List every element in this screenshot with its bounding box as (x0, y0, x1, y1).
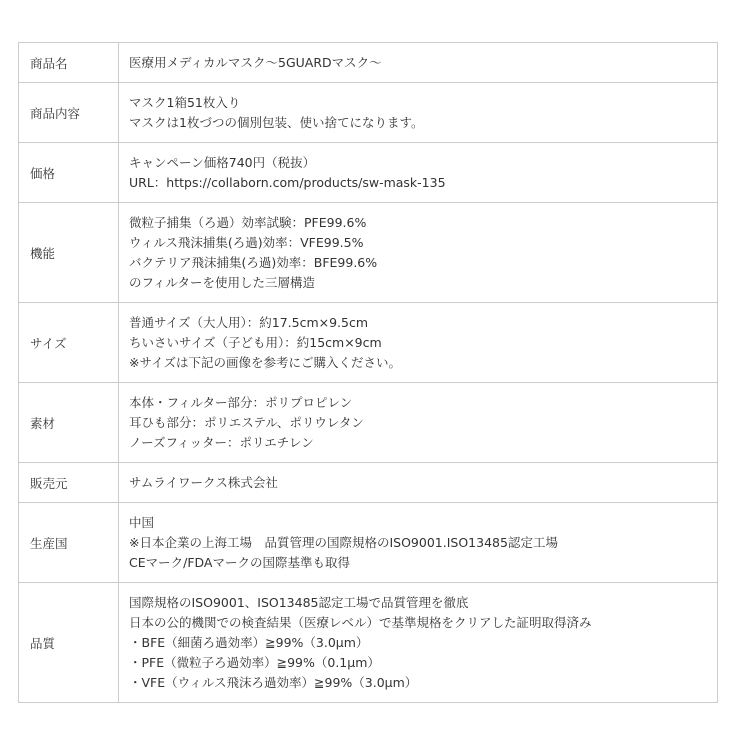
value-line: ノーズフィッター：ポリエチレン (129, 434, 314, 450)
value-line: 微粒子捕集（ろ過）効率試験：PFE99.6% (129, 214, 367, 230)
value-line: ちいさいサイズ（子ども用）：約15cm×9cm (129, 334, 382, 350)
value-line: 普通サイズ（大人用）：約17.5cm×9.5cm (129, 314, 369, 330)
value-line: マスクは1枚づつの個別包装、使い捨てになります。 (129, 114, 424, 130)
value-line: 中国 (129, 514, 155, 530)
value-line: 国際規格のISO9001、ISO13485認定工場で品質管理を徹底 (129, 594, 469, 610)
row-label: 価格 (19, 143, 119, 203)
row-label: 販売元 (19, 463, 119, 503)
row-label: サイズ (19, 303, 119, 383)
value-line: 医療用メディカルマスク〜5GUARDマスク〜 (129, 54, 382, 70)
value-line: ・VFE（ウィルス飛沫ろ過効率）≧99%（3.0μm） (129, 674, 418, 690)
spec-row-contents (19, 83, 718, 143)
value-line: ※サイズは下記の画像を参考にご購入ください。 (129, 354, 401, 370)
value-line: 日本の公的機関での検査結果（医療レベル）で基準規格をクリアした証明取得済み (129, 614, 592, 630)
value-line: バクテリア飛沫捕集(ろ過)効率：BFE99.6% (129, 254, 378, 270)
spec-row-price (19, 143, 718, 203)
spec-row-size (19, 303, 718, 383)
row-label: 生産国 (19, 503, 119, 583)
row-label: 素材 (19, 383, 119, 463)
row-label: 商品名 (19, 43, 119, 83)
value-line: のフィルターを使用した三層構造 (129, 274, 316, 290)
value-line: ウィルス飛沫捕集(ろ過)効率：VFE99.5% (129, 234, 364, 250)
row-value (119, 583, 718, 703)
value-line: 耳ひも部分：ポリエステル、ポリウレタン (129, 414, 364, 430)
row-value (119, 203, 718, 303)
product-spec-table (18, 42, 718, 703)
value-line: ・PFE（微粒子ろ過効率）≧99%（0.1μm） (129, 654, 380, 670)
value-line: キャンペーン価格740円（税抜） (129, 154, 316, 170)
row-value (119, 503, 718, 583)
row-value (119, 463, 718, 503)
row-value (119, 303, 718, 383)
row-label: 機能 (19, 203, 119, 303)
value-line: ・BFE（細菌ろ過効率）≧99%（3.0μm） (129, 634, 369, 650)
value-line: CEマーク/FDAマークの国際基準も取得 (129, 554, 350, 570)
value-line: ※日本企業の上海工場 品質管理の国際規格のISO9001.ISO13485認定工場 (129, 534, 558, 550)
spec-row-product-name (19, 43, 718, 83)
row-value (119, 43, 718, 83)
product-url-text: URL：https://collaborn.com/products/sw-mask-135 (129, 174, 446, 190)
value-line: サムライワークス株式会社 (129, 474, 278, 490)
spec-row-function (19, 203, 718, 303)
spec-row-quality (19, 583, 718, 703)
spec-row-material (19, 383, 718, 463)
row-value (119, 83, 718, 143)
row-value (119, 383, 718, 463)
row-label: 商品内容 (19, 83, 119, 143)
value-line: マスク1箱51枚入り (129, 94, 241, 110)
spec-row-origin (19, 503, 718, 583)
spec-row-seller (19, 463, 718, 503)
value-line: 本体・フィルター部分：ポリプロピレン (129, 394, 353, 410)
row-value (119, 143, 718, 203)
row-label: 品質 (19, 583, 119, 703)
